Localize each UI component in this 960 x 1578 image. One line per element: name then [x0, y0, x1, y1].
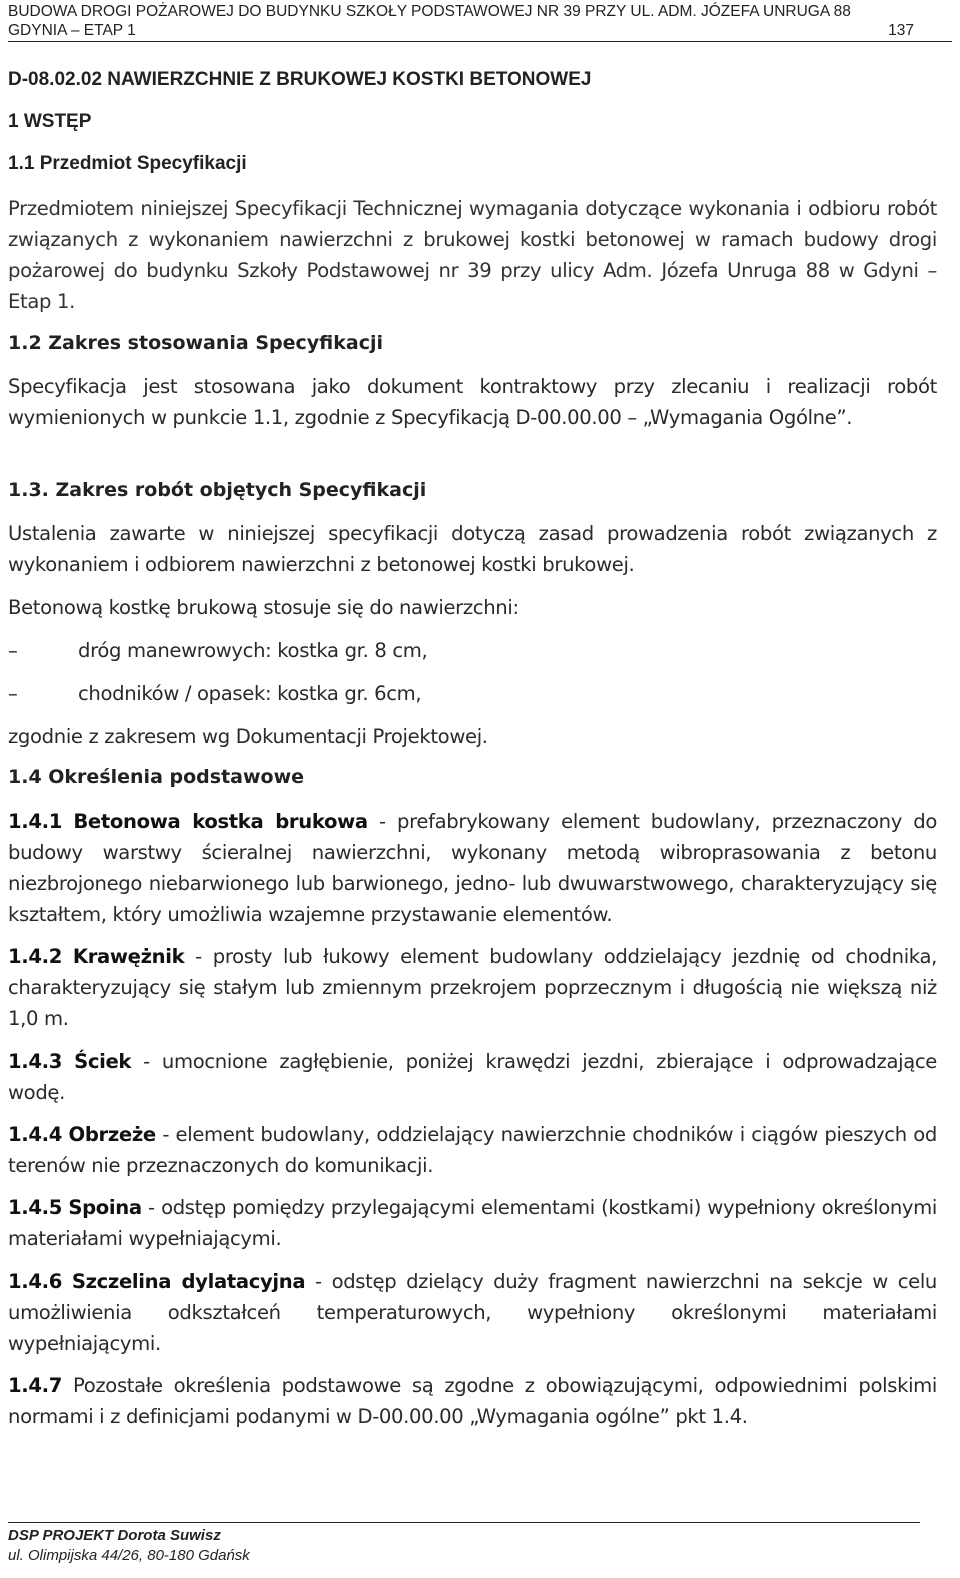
paragraph-1-2: Specyfikacja jest stosowana jako dokument kontraktowy przy zlecaniu i realizacji robót wymienionych w punkcie 1.1, zgodnie z Specyfikacją D-00.00.00 – „Wymagania Ogólne”. — [8, 375, 937, 429]
dash-icon: – — [8, 639, 18, 662]
heading-1-2: 1.2 Zakres stosowania Specyfikacji — [8, 332, 383, 354]
list-item: – chodników / opasek: kostka gr. 6cm, — [8, 678, 421, 709]
paragraph-1-3-closing: zgodnie z zakresem wg Dokumentacji Projektowej. — [8, 725, 488, 748]
definition-1-4-5: 1.4.5 Spoina - odstęp pomiędzy przylegającymi elementami (kostkami) wypełniony określonymi materiałami wypełniającymi. — [8, 1196, 937, 1250]
header-subtitle: GDYNIA – ETAP 1 — [8, 22, 136, 39]
page-header — [8, 2, 952, 42]
header-title: BUDOWA DROGI POŻAROWEJ DO BUDYNKU SZKOŁY PODSTAWOWEJ NR 39 PRZY UL. ADM. JÓZEFA UNRUGA 88 — [8, 3, 851, 20]
definition-1-4-3: 1.4.3 Ściek - umocnione zagłębienie, poniżej krawędzi jezdni, zbierające i odprowadzające wodę. — [8, 1050, 937, 1104]
definition-1-4-2: 1.4.2 Krawężnik - prosty lub łukowy element budowlany oddzielający jezdnię od chodnika, charakteryzujący się stałym lub zmiennym przekrojem poprzecznym i długością nie większą niż 1,0 m. — [8, 945, 937, 1030]
paragraph-1-3-intro: Betonową kostkę brukową stosuje się do nawierzchni: — [8, 596, 519, 619]
definition-1-4-6: 1.4.6 Szczelina dylatacyjna - odstęp dzielący duży fragment nawierzchni na sekcje w celu umożliwienia odkształceń temperaturowych, wypełniony określonymi materiałami wypełniającymi. — [8, 1270, 937, 1355]
document-code-title: D-08.02.02 NAWIERZCHNIE Z BRUKOWEJ KOSTKI BETONOWEJ — [8, 69, 592, 90]
list-item: – dróg manewrowych: kostka gr. 8 cm, — [8, 635, 427, 666]
footer-company: DSP PROJEKT Dorota Suwisz — [8, 1527, 221, 1544]
page-number: 137 — [888, 22, 914, 39]
paragraph-1-3: Ustalenia zawarte w niniejszej specyfikacji dotyczą zasad prowadzenia robót związanych z wykonaniem i odbiorem nawierzchni z betonowej kostki brukowej. — [8, 522, 937, 576]
page-footer — [8, 1526, 250, 1566]
heading-1-4: 1.4 Określenia podstawowe — [8, 766, 305, 788]
definition-1-4-4: 1.4.4 Obrzeże - element budowlany, oddzielający nawierzchnie chodników i ciągów pieszych od terenów nie przeznaczonych do komunikacji. — [8, 1123, 937, 1177]
heading-1-1: 1.1 Przedmiot Specyfikacji — [8, 153, 247, 174]
heading-1-3: 1.3. Zakres robót objętych Specyfikacji — [8, 479, 427, 501]
section-heading-1: 1 WSTĘP — [8, 111, 92, 132]
definition-1-4-7: 1.4.7 Pozostałe określenia podstawowe są zgodne z obowiązującymi, odpowiednimi polskimi normami i z definicjami podanymi w D-00.00.00 „Wymagania ogólne” pkt 1.4. — [8, 1374, 937, 1428]
footer-divider — [8, 1522, 920, 1523]
definition-1-4-1: 1.4.1 Betonowa kostka brukowa - prefabrykowany element budowlany, przeznaczony do budowy warstwy ścieralnej nawierzchni, wykonany metodą wibroprasowania z betonu niezbrojonego niebarwionego lub barwionego, jedno- lub dwuwarstwowego, charakteryzujący się kształtem, który umożliwia wzajemne przystawanie elementów. — [8, 810, 938, 926]
paragraph-1-1: Przedmiotem niniejszej Specyfikacji Technicznej wymagania dotyczące wykonania i odbioru robót związanych z wykonaniem nawierzchni z brukowej kostki betonowej w ramach budowy drogi pożarowej do budynku Szkoły Podstawowej nr 39 przy ulicy Adm. Józefa Unruga 88 w Gdyni – Etap 1. — [8, 197, 937, 313]
dash-icon: – — [8, 682, 18, 705]
footer-address: ul. Olimpijska 44/26, 80-180 Gdańsk — [8, 1547, 250, 1564]
